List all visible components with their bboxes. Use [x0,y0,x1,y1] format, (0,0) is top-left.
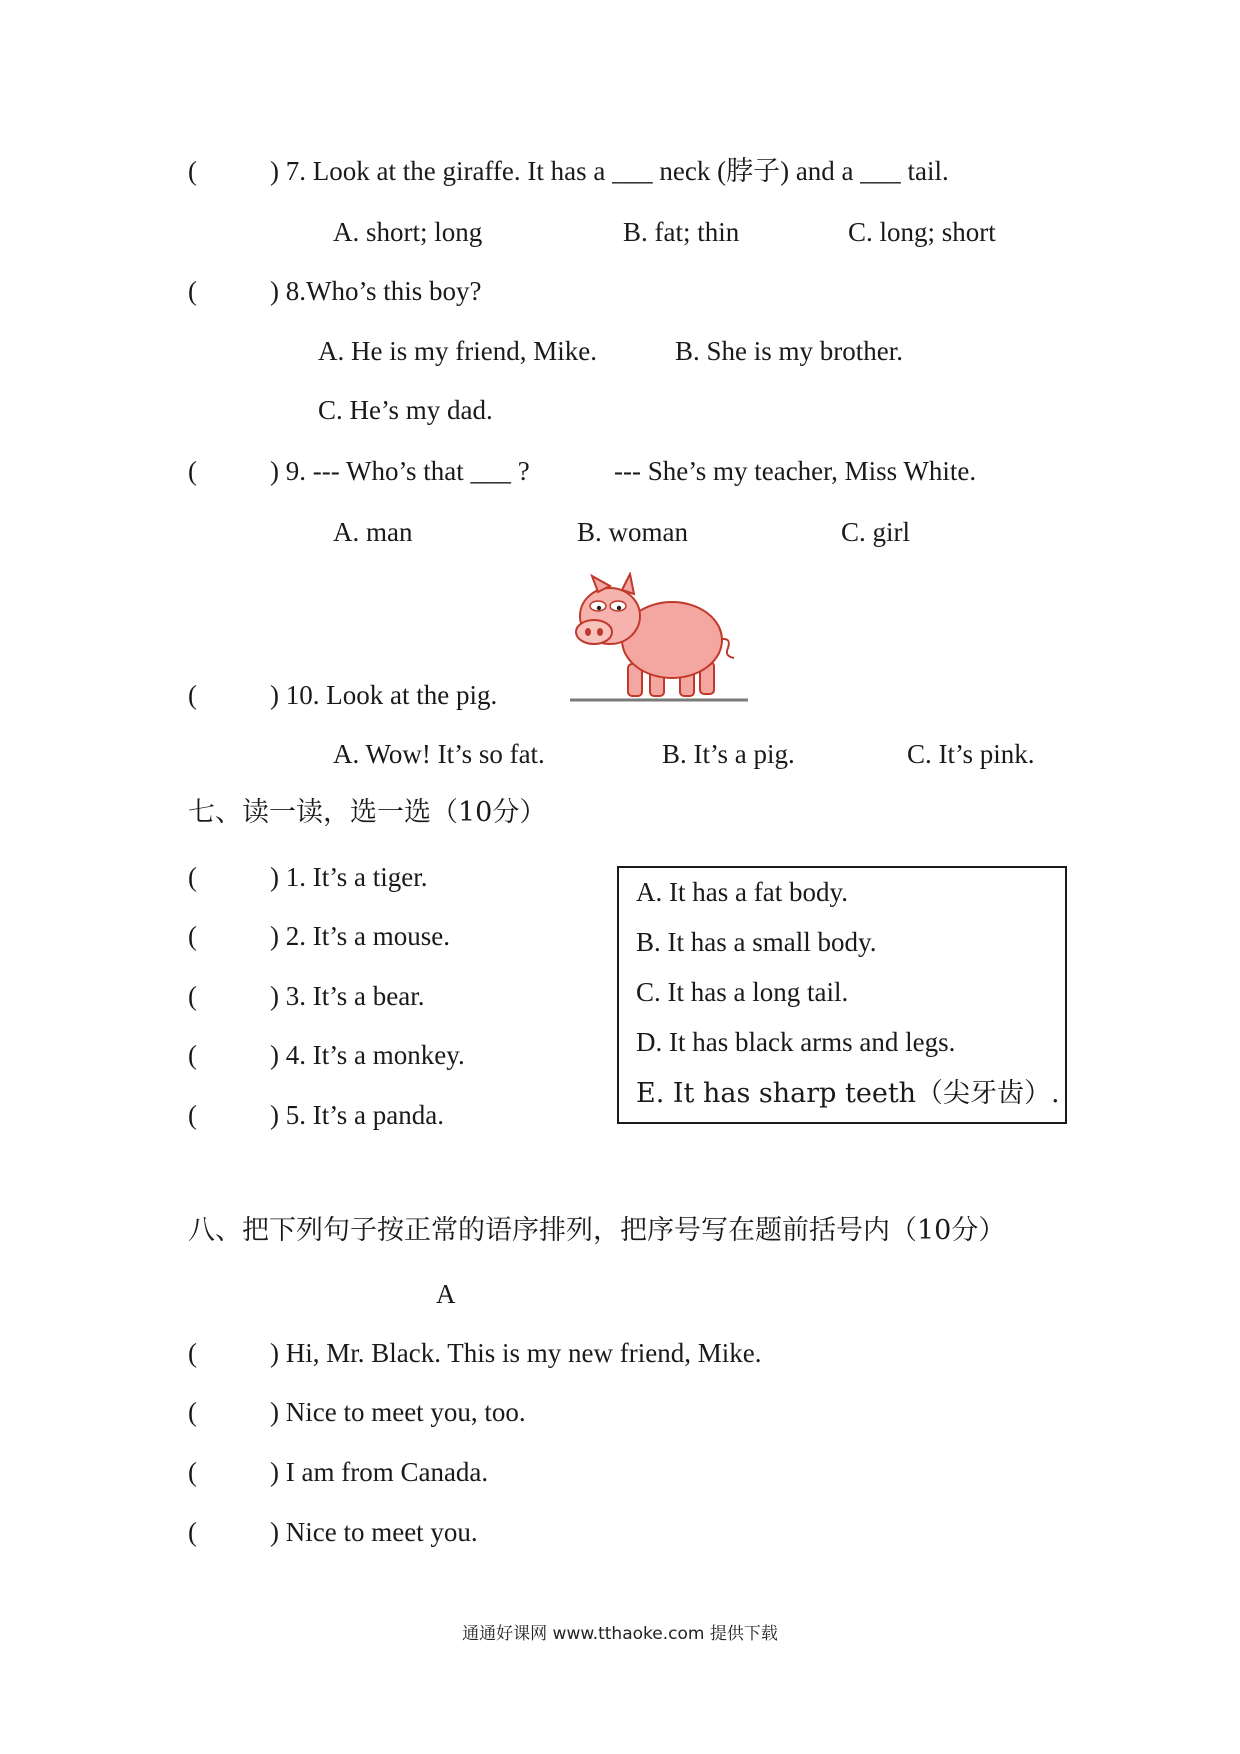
question-7-text: ) 7. Look at the giraffe. It has a ___ neck (脖子) and a ___ tail. [270,156,949,186]
s8-item-1: ) Hi, Mr. Black. This is my new friend, Mike. [270,1338,762,1368]
answer-paren-s7-1[interactable]: ( [188,862,197,892]
q10-option-b: B. It’s a pig. [662,739,795,769]
answer-paren-s7-2[interactable]: ( [188,921,197,951]
choice-a: A. It has a fat body. [636,877,848,907]
answer-paren-s8-4[interactable]: ( [188,1517,197,1547]
s8-item-3: ) I am from Canada. [270,1457,489,1487]
choice-d: D. It has black arms and legs. [636,1027,956,1057]
section-8-heading: 八、把下列句子按正常的语序排列，把序号写在题前括号内（10分） [188,1215,1006,1246]
q10-option-c: C. It’s pink. [907,739,1035,769]
answer-paren-q7[interactable]: ( [188,156,197,186]
answer-paren-q10[interactable]: ( [188,680,197,710]
group-label-a: A [436,1279,456,1309]
q7-option-a: A. short; long [333,217,483,247]
answer-paren-s8-1[interactable]: ( [188,1338,197,1368]
s7-item-3: ) 3. It’s a bear. [270,981,425,1011]
question-8-text: ) 8.Who’s this boy? [270,276,482,306]
pig-image [568,572,754,704]
q9-option-c: C. girl [841,517,911,547]
answer-paren-s8-2[interactable]: ( [188,1397,197,1427]
question-10-text: ) 10. Look at the pig. [270,680,498,710]
answer-paren-q8[interactable]: ( [188,276,197,306]
choice-e: E. It has sharp teeth（尖牙齿）. [636,1078,1060,1109]
question-9-reply: --- She’s my teacher, Miss White. [614,456,977,486]
answer-paren-s8-3[interactable]: ( [188,1457,197,1487]
answer-paren-s7-3[interactable]: ( [188,981,197,1011]
section-7-heading: 七、读一读，选一选（10分） [188,797,547,828]
q8-option-c: C. He’s my dad. [318,395,493,425]
s8-item-4: ) Nice to meet you. [270,1517,478,1547]
choice-b: B. It has a small body. [636,927,877,957]
q8-option-a: A. He is my friend, Mike. [318,336,597,366]
answer-paren-s7-4[interactable]: ( [188,1040,197,1070]
s7-item-1: ) 1. It’s a tiger. [270,862,428,892]
q9-option-a: A. man [333,517,413,547]
s7-item-4: ) 4. It’s a monkey. [270,1040,465,1070]
q7-option-c: C. long; short [848,217,996,247]
q7-option-b: B. fat; thin [623,217,740,247]
q10-option-a: A. Wow! It’s so fat. [333,739,545,769]
s7-item-2: ) 2. It’s a mouse. [270,921,450,951]
footer-source: 通通好课网 www.tthaoke.com 提供下载 [462,1624,778,1644]
choice-c: C. It has a long tail. [636,977,849,1007]
s8-item-2: ) Nice to meet you, too. [270,1397,526,1427]
q8-option-b: B. She is my brother. [675,336,903,366]
s7-item-5: ) 5. It’s a panda. [270,1100,444,1130]
question-9-text: ) 9. --- Who’s that ___ ? [270,456,530,486]
answer-paren-q9[interactable]: ( [188,456,197,486]
q9-option-b: B. woman [577,517,688,547]
answer-paren-s7-5[interactable]: ( [188,1100,197,1130]
